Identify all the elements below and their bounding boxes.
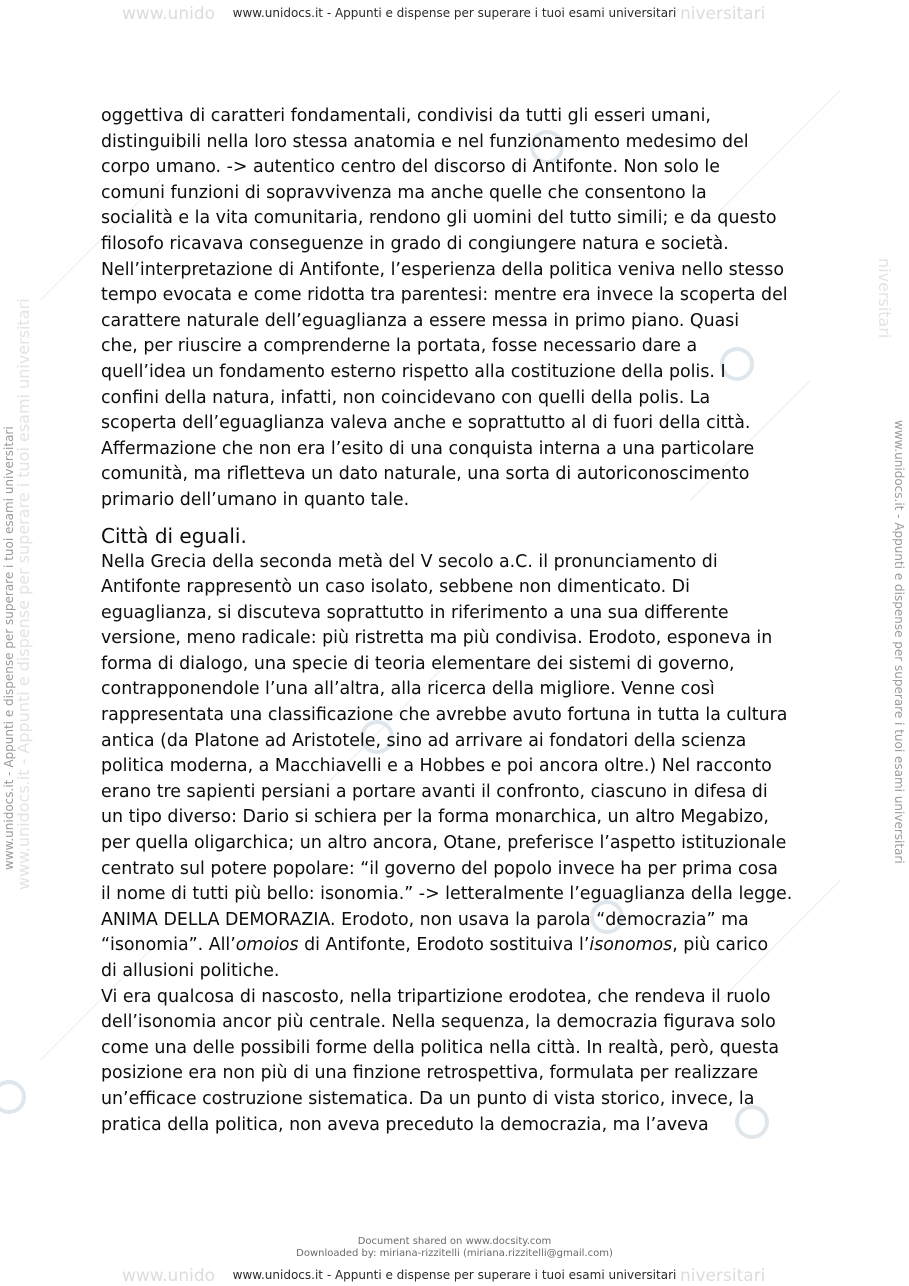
section-line: centrato sul potere popolare: “il governo del popolo invece ha per prima cosa bbox=[101, 858, 778, 879]
document-body bbox=[101, 104, 813, 1138]
mixed-text: , più carico bbox=[672, 935, 769, 956]
tail-line: pratica della politica, non aveva preceduto la democrazia, ma l’aveva bbox=[101, 1114, 709, 1135]
mixed-text: “isonomia”. All’ bbox=[101, 935, 236, 956]
docsity-footer bbox=[0, 1236, 909, 1260]
watermark-side-right: www.unidocs.it - Appunti e dispense per superare i tuoi esami universitari bbox=[892, 420, 906, 864]
italic-term: isonomos bbox=[589, 935, 673, 956]
mixed-line bbox=[101, 933, 813, 959]
watermark-ghost-left: www.unido bbox=[122, 4, 216, 24]
body-line: che, per riuscire a comprenderne la portata, fosse necessario dare a bbox=[101, 336, 698, 357]
watermark-side-left-ghost: www.unidocs.it - Appunti e dispense per superare i tuoi esami universitari bbox=[14, 298, 33, 890]
section-line: versione, meno radicale: più ristretta ma più condivisa. Erodoto, esponeva in bbox=[101, 628, 773, 649]
section-heading: Città di eguali. bbox=[101, 523, 247, 548]
watermark-footer bbox=[0, 1266, 909, 1286]
body-line: filosofo ricavava conseguenze in grado di congiungere natura e società. bbox=[101, 233, 729, 254]
tail-line: posizione era non più di una finzione retrospettiva, formulata per realizzare bbox=[101, 1063, 759, 1084]
section-line: forma di dialogo, una specie di teoria elementare dei sistemi di governo, bbox=[101, 653, 735, 674]
watermark-header-text: www.unidocs.it - Appunti e dispense per superare i tuoi esami universitari bbox=[232, 6, 677, 20]
tail-line: come una delle possibili forme della politica nella città. In realtà, però, questa bbox=[101, 1037, 779, 1058]
section-line: politica moderna, a Macchiavelli e a Hobbes e poi ancora oltre.) Nel racconto bbox=[101, 756, 772, 777]
watermark-logo-icon bbox=[0, 1080, 26, 1114]
watermark-ghost-right: niversitari bbox=[680, 4, 766, 24]
watermark-side-right-ghost: niversitari bbox=[875, 258, 894, 339]
section-line: eguaglianza, si discuteva soprattutto in riferimento a una sua differente bbox=[101, 602, 729, 623]
section-line: antica (da Platone ad Aristotele, sino ad arrivare ai fondatori della scienza bbox=[101, 730, 747, 751]
body-line: carattere naturale dell’eguaglianza a essere messa in primo piano. Quasi bbox=[101, 310, 740, 331]
body-line: comunità, ma rifletteva un dato naturale, una sorta di autoriconoscimento bbox=[101, 464, 750, 485]
tail-line: un’efficace costruzione sistematica. Da un punto di vista storico, invece, la bbox=[101, 1088, 755, 1109]
tail-line: di allusioni politiche. bbox=[101, 961, 280, 981]
section-line: Antifonte rappresentò un caso isolato, sebbene non dimenticato. Di bbox=[101, 577, 690, 598]
body-line: Nell’interpretazione di Antifonte, l’esperienza della politica veniva nello stesso bbox=[101, 259, 784, 280]
body-line: oggettiva di caratteri fondamentali, condivisi da tutti gli esseri umani, bbox=[101, 106, 711, 126]
mixed-text: di Antifonte, Erodoto sostituiva l’ bbox=[298, 935, 590, 956]
body-line: quell’idea un fondamento esterno rispetto alla costituzione della polis. I bbox=[101, 361, 726, 382]
body-line: comuni funzioni di sopravvivenza ma anche quelle che consentono la bbox=[101, 182, 707, 203]
section-line: il nome di tutti più bello: isonomia.” -> letteralmente l’eguaglianza della legge. bbox=[101, 884, 793, 905]
section-line: contrapponendole l’una all’altra, alla ricerca della migliore. Venne così bbox=[101, 679, 715, 700]
watermark-side-left: www.unidocs.it - Appunti e dispense per superare i tuoi esami universitari bbox=[2, 426, 16, 870]
body-line: Affermazione che non era l’esito di una conquista interna a una particolare bbox=[101, 438, 755, 459]
tail-line: dell’isonomia ancor più centrale. Nella sequenza, la democrazia figurava solo bbox=[101, 1012, 776, 1033]
tail-line: Vi era qualcosa di nascosto, nella tripartizione erodotea, che rendeva il ruolo bbox=[101, 986, 771, 1007]
section-line: rappresentata una classificazione che avrebbe avuto fortuna in tutta la cultura bbox=[101, 705, 788, 726]
docsity-shared: Document shared on www.docsity.com bbox=[357, 1236, 552, 1247]
body-line: confini della natura, infatti, non coincidevano con quelli della polis. La bbox=[101, 387, 711, 408]
watermark-footer-text: www.unidocs.it - Appunti e dispense per superare i tuoi esami universitari bbox=[232, 1268, 677, 1282]
watermark-header bbox=[0, 4, 909, 24]
body-line: scoperta dell’eguaglianza valeva anche e soprattutto al di fuori della città. bbox=[101, 413, 751, 434]
body-line: primario dell’umano in quanto tale. bbox=[101, 489, 410, 510]
italic-term: omoios bbox=[235, 935, 299, 956]
section-line: un tipo diverso: Dario si schiera per la forma monarchica, un altro Megabizo, bbox=[101, 807, 769, 828]
section-line: per quella oligarchica; un altro ancora, Otane, preferisce l’aspetto istituzionale bbox=[101, 833, 787, 854]
section-line: Nella Grecia della seconda metà del V secolo a.C. il pronunciamento di bbox=[101, 551, 718, 572]
body-line: distinguibili nella loro stessa anatomia e nel funzionamento medesimo del bbox=[101, 131, 749, 152]
body-line: tempo evocata e come ridotta tra parentesi: mentre era invece la scoperta del bbox=[101, 285, 788, 306]
section-line: ANIMA DELLA DEMORAZIA. Erodoto, non usava la parola “democrazia” ma bbox=[101, 909, 749, 930]
watermark-ghost-right: niversitari bbox=[680, 1266, 766, 1286]
section-line: erano tre sapienti persiani a portare avanti il confronto, ciascuno in difesa di bbox=[101, 781, 768, 802]
body-line: socialità e la vita comunitaria, rendono gli uomini del tutto simili; e da questo bbox=[101, 208, 777, 229]
docsity-downloaded: Downloaded by: miriana-rizzitelli (miriana.rizzitelli@gmail.com) bbox=[296, 1248, 613, 1259]
body-line: corpo umano. -> autentico centro del discorso di Antifonte. Non solo le bbox=[101, 157, 720, 178]
watermark-ghost-left: www.unido bbox=[122, 1266, 216, 1286]
